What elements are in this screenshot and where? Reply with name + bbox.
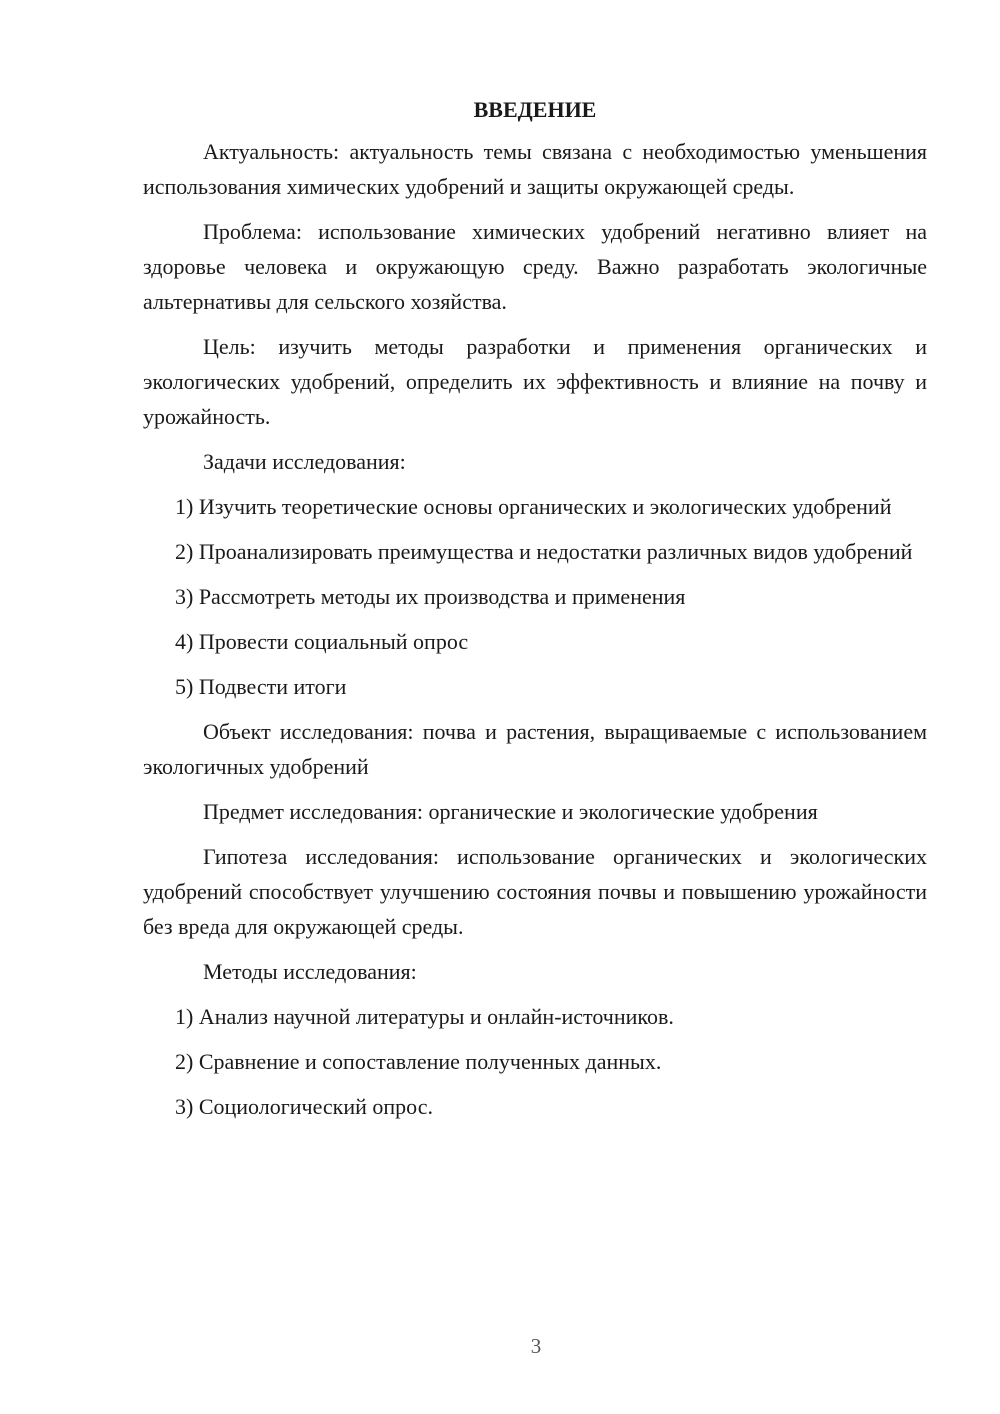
method-item: 2) Сравнение и сопоставление полученных данных. [175,1049,662,1074]
paragraph-relevance: Актуальность: актуальность темы связана с необходимостью уменьшения использования химических удобрений и защиты окружающей среды. [143,139,927,199]
paragraph-object: Объект исследования: почва и растения, выращиваемые с использованием экологичных удобрений [143,719,927,779]
paragraph-problem: Проблема: использование химических удобрений негативно влияет на здоровье человека и окружающую среду. Важно разработать экологичные альтернативы для сельского хозяйства. [143,219,927,314]
task-item: 2) Проанализировать преимущества и недостатки различных видов удобрений [175,539,913,564]
task-item: 5) Подвести итоги [175,674,347,699]
page-number: 3 [530,1334,542,1358]
task-item: 4) Провести социальный опрос [175,629,469,654]
method-item: 3) Социологический опрос. [175,1094,433,1119]
page-content [143,92,927,1134]
methods-heading: Методы исследования: [203,959,417,984]
tasks-heading: Задачи исследования: [203,449,406,474]
paragraph-subject: Предмет исследования: органические и экологические удобрения [203,799,818,824]
paragraph-goal: Цель: изучить методы разработки и применения органических и экологических удобрений, определить их эффективность и влияние на почву и урожайность. [143,334,927,429]
page-title: ВВЕДЕНИЕ [473,97,597,122]
method-item: 1) Анализ научной литературы и онлайн-источников. [175,1004,674,1029]
paragraph-hypothesis: Гипотеза исследования: использование органических и экологических удобрений способствует улучшению состояния почвы и повышению урожайности без вреда для окружающей среды. [143,844,927,939]
task-item: 3) Рассмотреть методы их производства и применения [175,584,686,609]
task-item: 1) Изучить теоретические основы органических и экологических удобрений [175,494,892,519]
